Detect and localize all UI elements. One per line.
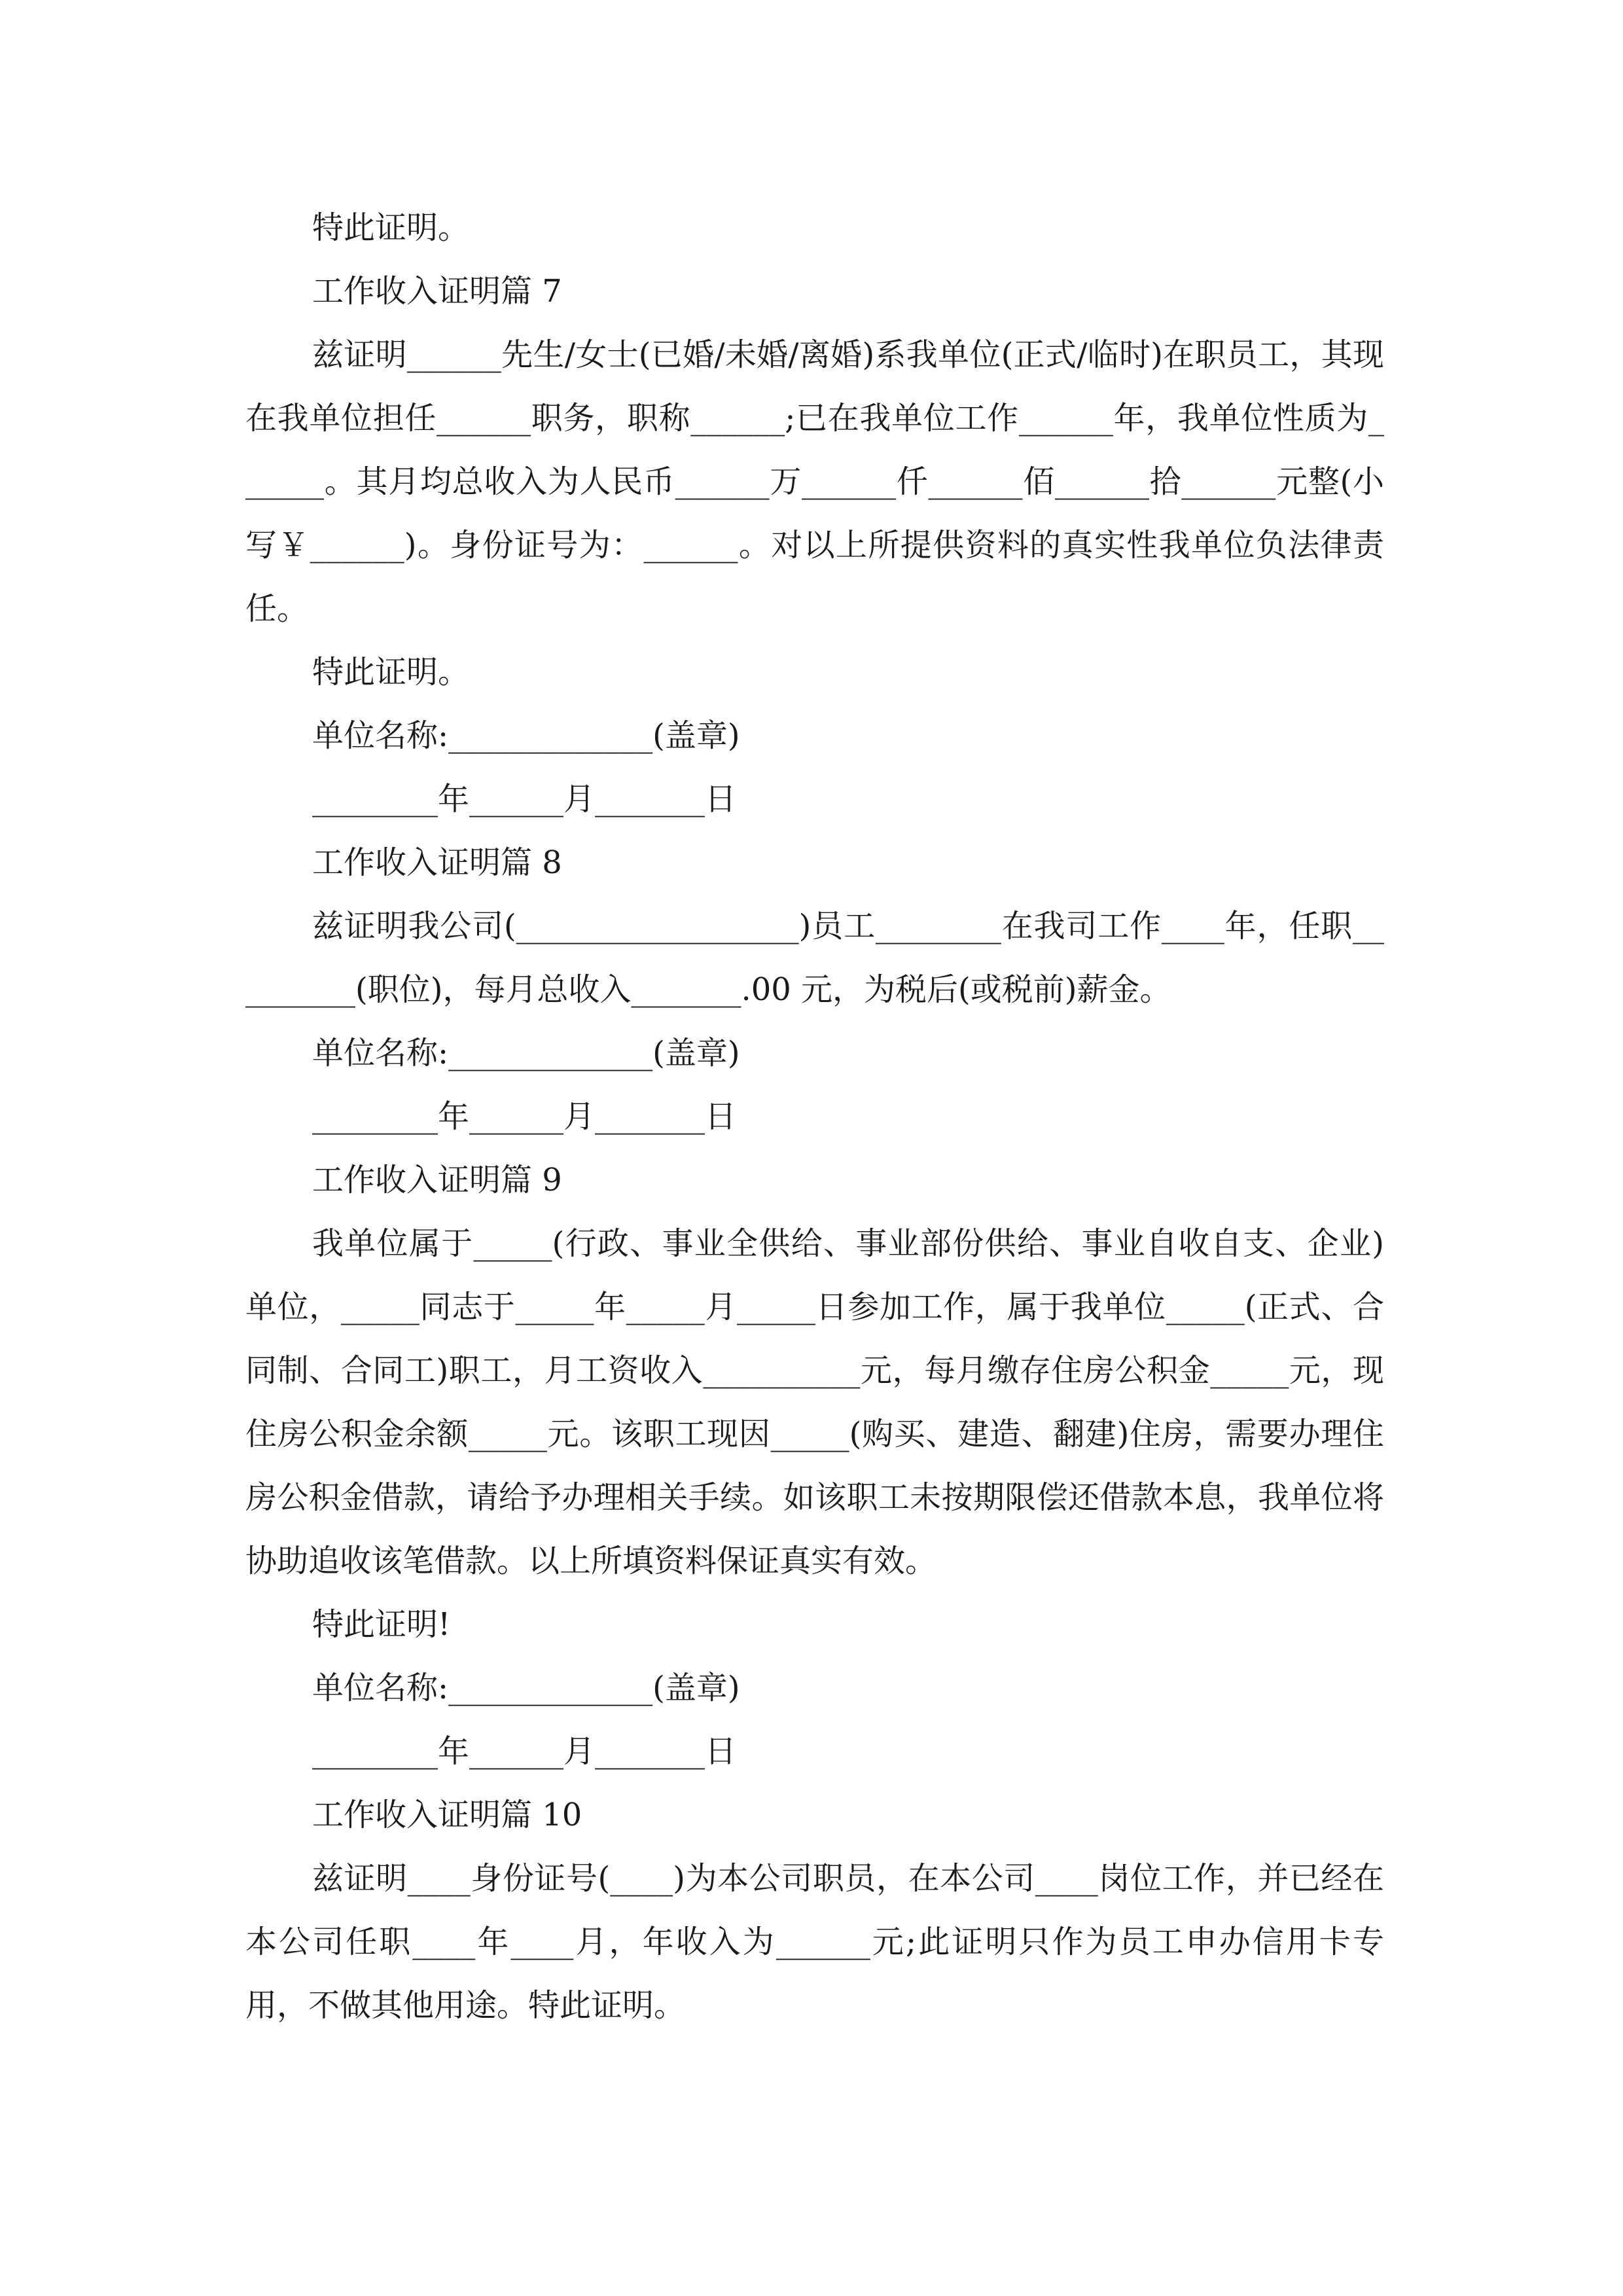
section-heading-8: 工作收入证明篇 8 <box>312 844 562 881</box>
section-heading-7: 工作收入证明篇 7 <box>312 273 562 310</box>
document-body <box>245 196 1384 2037</box>
certificate-body-8: 兹证明我公司(__________________)员工________在我司工作____年，任职_________(职位)，每月总收入_______.00 元，为税后(或税前)薪金。 <box>245 908 1384 1008</box>
certificate-body-10: 兹证明____身份证号(____)为本公司职员，在本公司____岗位工作，并已经在本公司任职____年____月，年收入为______元;此证明只作为员工申办信用卡专用，不做其他用途。特此证明。 <box>245 1860 1384 2024</box>
unit-name-line: 单位名称:_____________(盖章) <box>312 717 740 754</box>
closing-statement: 特此证明。 <box>312 654 470 691</box>
unit-name-line: 单位名称:_____________(盖章) <box>312 1035 740 1071</box>
certificate-body-7: 兹证明______先生/女士(已婚/未婚/离婚)系我单位(正式/临时)在职员工，其现在我单位担任______职务，职称______;已在我单位工作______年，我单位性质为______。其月均总收入为人民币______万______仟______佰______拾______元整(小写￥______)。身份证号为：______。对以上所提供资料的真实性我单位负法律责任。 <box>245 336 1384 627</box>
date-line: ________年______月_______日 <box>312 1098 737 1135</box>
date-line: ________年______月_______日 <box>312 781 737 817</box>
certificate-body-9: 我单位属于_____(行政、事业全供给、事业部份供给、事业自收自支、企业)单位，_____同志于_____年_____月_____日参加工作，属于我单位_____(正式、合同制、合同工)职工，月工资收入__________元，每月缴存住房公积金_____元，现住房公积金余额_____元。该职工现因_____(购买、建造、翻建)住房，需要办理住房公积金借款，请给予办理相关手续。如该职工未按期限偿还借款本息，我单位将协助追收该笔借款。以上所填资料保证真实有效。 <box>245 1225 1384 1579</box>
section-heading-10: 工作收入证明篇 10 <box>312 1797 582 1833</box>
closing-statement: 特此证明。 <box>312 209 470 246</box>
date-line: ________年______月_______日 <box>312 1733 737 1770</box>
closing-statement: 特此证明! <box>312 1606 451 1643</box>
unit-name-line: 单位名称:_____________(盖章) <box>312 1670 740 1706</box>
section-heading-9: 工作收入证明篇 9 <box>312 1162 562 1198</box>
